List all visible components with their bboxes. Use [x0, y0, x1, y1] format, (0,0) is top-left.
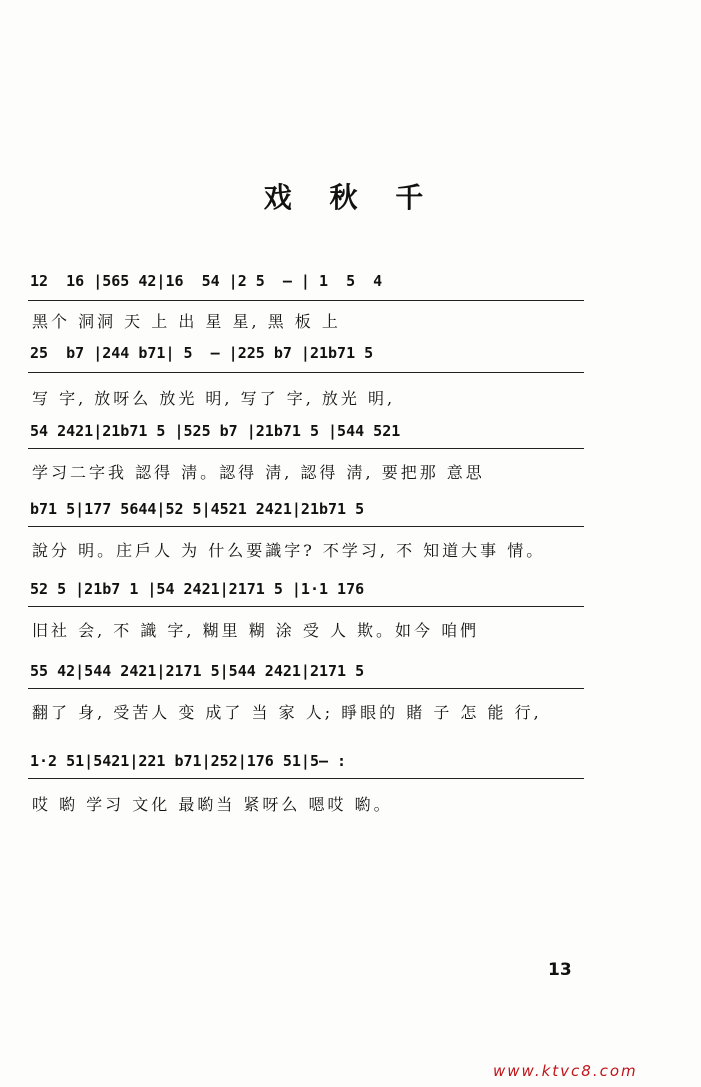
notation-line: 12 16 |565 42|16 54 |2 5 — | 1 5 4 — [30, 272, 383, 290]
beat-underline — [28, 778, 584, 779]
lyrics-line: 写 字, 放呀么 放光 明, 写了 字, 放光 明, — [32, 389, 396, 408]
beat-underline — [28, 526, 584, 527]
lyrics-line: 哎 喲 学习 文化 最喲当 紧呀么 嗯哎 喲。 — [32, 795, 393, 814]
lyrics-line: 翻了 身, 受苦人 变 成了 当 家 人; 睜眼的 賭 子 怎 能 行, — [32, 703, 542, 722]
lyrics-line: 說分 明。庄戶人 为 什么要識字? 不学习, 不 知道大事 情。 — [32, 541, 546, 560]
page-number: 13 — [548, 960, 572, 980]
lyrics-line: 学习二字我 認得 淸。認得 淸, 認得 淸, 要把那 意思 — [32, 463, 485, 482]
song-title: 戏 秋 千 — [263, 181, 438, 214]
lyrics-line: 旧社 会, 不 識 字, 糊里 糊 涂 受 人 欺。如今 咱們 — [32, 621, 480, 640]
notation-line: 25 b7 |244 b71| 5 — |225 b7 |21b71 5 — [30, 344, 374, 362]
notation-line: 55 42|544 2421|2171 5|544 2421|2171 5 — [30, 662, 365, 680]
beat-underline — [28, 372, 584, 373]
notation-line: 1·2 51|5421|221 b71|252|176 51|5— : — [30, 752, 347, 770]
beat-underline — [28, 606, 584, 607]
lyrics-line: 黑个 洞洞 天 上 出 星 星, 黑 板 上 — [32, 312, 341, 331]
notation-line: b71 5|177 5644|52 5|4521 2421|21b71 5 — [30, 500, 365, 518]
notation-line: 52 5 |21b7 1 |54 2421|2171 5 |1·1 176 — [30, 580, 365, 598]
beat-underline — [28, 688, 584, 689]
notation-line: 54 2421|21b71 5 |525 b7 |21b71 5 |544 521 — [30, 422, 401, 440]
watermark: www.ktvc8.com — [493, 1062, 638, 1080]
beat-underline — [28, 300, 584, 301]
beat-underline — [28, 448, 584, 449]
